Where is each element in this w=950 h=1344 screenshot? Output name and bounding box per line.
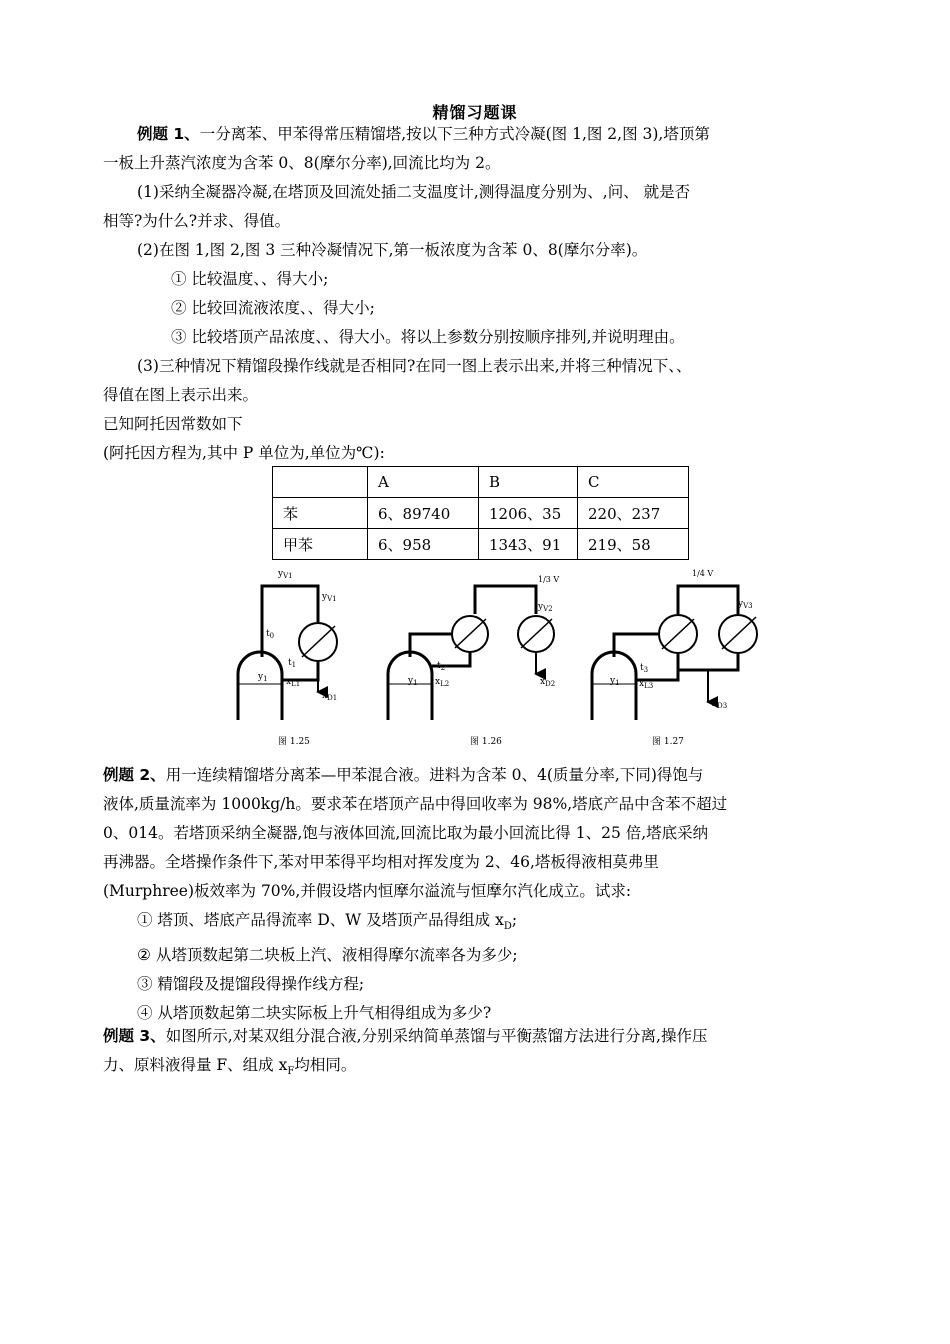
label-y1: $y_1$ [610, 676, 620, 687]
example-2-q3: ③ 精馏段及提馏段得操作线方程; [137, 975, 365, 994]
example-1-intro-line2: 一板上升蒸汽浓度为含苯 0、8(摩尔分率),回流比均为 2。 [103, 154, 501, 172]
known-constants: 已知阿托因常数如下 [103, 415, 243, 433]
label-yv3: $y_{V3}$ [738, 599, 753, 610]
example-3-line2: 力、原料液得量 F、组成 x [103, 1056, 288, 1074]
condenser-arrow [302, 626, 335, 657]
antoine-equation-note: (阿托因方程为,其中 P 单位为,单位为℃): [103, 444, 385, 462]
condenser-diagrams [230, 562, 790, 756]
example-1-intro-line1: 一分离苯、甲苯得常压精馏塔,按以下三种方式冷凝(图 1,图 2,图 3),塔顶第 [199, 125, 710, 143]
example-2-q2: ② 从塔顶数起第二块板上汽、液相得摩尔流率各为多少; [137, 946, 518, 965]
label-t1: $t_1$ [288, 658, 297, 669]
table-cell: 6、89740 [368, 498, 479, 529]
example-2-line3: 0、014。若塔顶采纳全凝器,饱与液体回流,回流比取为最小回流比得 1、25 倍,塔底采纳 [103, 824, 709, 842]
q1-line2: 相等?为什么?并求、得值。 [103, 212, 291, 230]
label-yv1-top: $y_{V1}$ [278, 569, 293, 580]
q2-line: (2)在图 1,图 2,图 3 三种冷凝情况下,第一板浓度为含苯 0、8(摩尔分率)。 [137, 241, 648, 259]
label-t0: $t_0$ [266, 629, 275, 640]
q3-line2: 得值在图上表示出来。 [103, 386, 259, 404]
example-2 [103, 761, 848, 1028]
example-3-line2-sub: F [287, 1066, 295, 1078]
label-t2: $t_2$ [437, 661, 446, 672]
figure-1-labels [257, 569, 337, 747]
example-2-line4: 再沸器。全塔操作条件下,苯对甲苯得平均相对挥发度为 2、46,塔板得液相莫弗里 [103, 853, 659, 871]
figure-3-caption: 图 1.27 [652, 737, 684, 747]
condenser-arrow [455, 619, 486, 648]
table-cell: 苯 [273, 498, 368, 529]
example-1-question-3 [103, 352, 848, 468]
example-2-q1: ① 塔顶、塔底产品得流率 D、W 及塔顶产品得组成 x [137, 911, 504, 929]
example-2-q1-sub: D [503, 921, 512, 933]
table-row [273, 498, 689, 529]
figure-3-diagram [592, 586, 757, 720]
column-vessel [388, 652, 432, 720]
condenser-arrow [722, 617, 756, 649]
table-row [273, 529, 689, 560]
label-xd3: $x_{D3}$ [712, 699, 728, 710]
table-header-cell: A [368, 467, 479, 498]
vapor-line [262, 586, 318, 657]
example-2-label: 例题 2、 [103, 766, 166, 784]
label-fraction-v: 1/3 V [538, 575, 560, 584]
q1-line1: (1)采纳全凝器冷凝,在塔顶及回流处插二支温度计,测得温度分别为、,问、 就是否 [137, 183, 691, 201]
example-2-q1-end: ; [511, 911, 518, 929]
example-2-line2: 液体,质量流率为 1000kg/h。要求苯在塔顶产品中得回收率为 98%,塔底产品中含苯不超过 [103, 795, 728, 813]
table-cell: 甲苯 [273, 529, 368, 560]
table-cell: 219、58 [578, 529, 689, 560]
condenser-arrow [521, 619, 552, 648]
example-1-label: 例题 1、 [137, 125, 200, 143]
label-yv1: $y_{V1}$ [322, 592, 337, 603]
table-header-cell: B [479, 467, 578, 498]
antoine-constants-table [272, 466, 689, 560]
example-3-label: 例题 3、 [103, 1027, 166, 1045]
vapor-line-upper [475, 586, 536, 614]
figure-2-caption: 图 1.26 [470, 737, 502, 747]
table-cell: 6、958 [368, 529, 479, 560]
vapor-line-upper [678, 586, 738, 614]
q2-item-2: ② 比较回流液浓度、、得大小; [171, 299, 375, 317]
label-y1: $y_1$ [408, 676, 418, 687]
condensate-line [678, 653, 738, 670]
example-1-question-1 [103, 178, 848, 236]
label-yv2: $y_{V2}$ [538, 602, 553, 613]
label-xl3: $x_{L3}$ [639, 679, 654, 690]
example-1-question-2 [103, 236, 848, 352]
example-2-line1: 用一连续精馏塔分离苯—甲苯混合液。进料为含苯 0、4(质量分率,下同)得饱与 [165, 766, 704, 784]
label-xl1: $x_{L1}$ [286, 677, 301, 688]
example-2-line5: (Murphree)板效率为 70%,并假设塔内恒摩尔溢流与恒摩尔汽化成立。试求: [103, 882, 632, 900]
column-vessel [238, 652, 282, 720]
label-xd1: $x_{D1}$ [322, 691, 338, 702]
table-cell: 1206、35 [479, 498, 578, 529]
q3-line1: (3)三种情况下精馏段操作线就是否相同?在同一图上表示出来,并将三种情况下、、 [137, 357, 692, 375]
label-xl2: $x_{L2}$ [435, 677, 450, 688]
label-fraction-v: 1/4 V [692, 569, 714, 578]
table-cell: 1343、91 [479, 529, 578, 560]
q2-item-1: ① 比较温度、、得大小; [171, 270, 329, 288]
example-1-intro [103, 120, 848, 178]
table-header-row [273, 467, 689, 498]
condenser-arrow [662, 619, 694, 649]
table-header-cell: C [578, 467, 689, 498]
column-vessel [592, 652, 636, 720]
label-y1: $y_1$ [258, 672, 268, 683]
q2-item-3: ③ 比较塔顶产品浓度、、得大小。将以上参数分别按顺序排列,并说明理由。 [171, 328, 685, 346]
example-3 [103, 1022, 848, 1086]
example-3-line1: 如图所示,对某双组分混合液,分别采纳简单蒸馏与平衡蒸馏方法进行分离,操作压 [165, 1027, 708, 1045]
figure-2-diagram [388, 586, 554, 720]
figure-1-caption: 图 1.25 [278, 737, 310, 747]
page-title: 精馏习题课 [432, 103, 518, 122]
table-cell: 220、237 [578, 498, 689, 529]
label-t3: $t_3$ [640, 663, 649, 674]
example-3-line2-end: 均相同。 [294, 1056, 357, 1074]
label-xd2: $x_{D2}$ [540, 677, 556, 688]
example-2-q4: ④ 从塔顶数起第二块实际板上升气相得组成为多少? [137, 1004, 492, 1023]
table-header-cell [273, 467, 368, 498]
